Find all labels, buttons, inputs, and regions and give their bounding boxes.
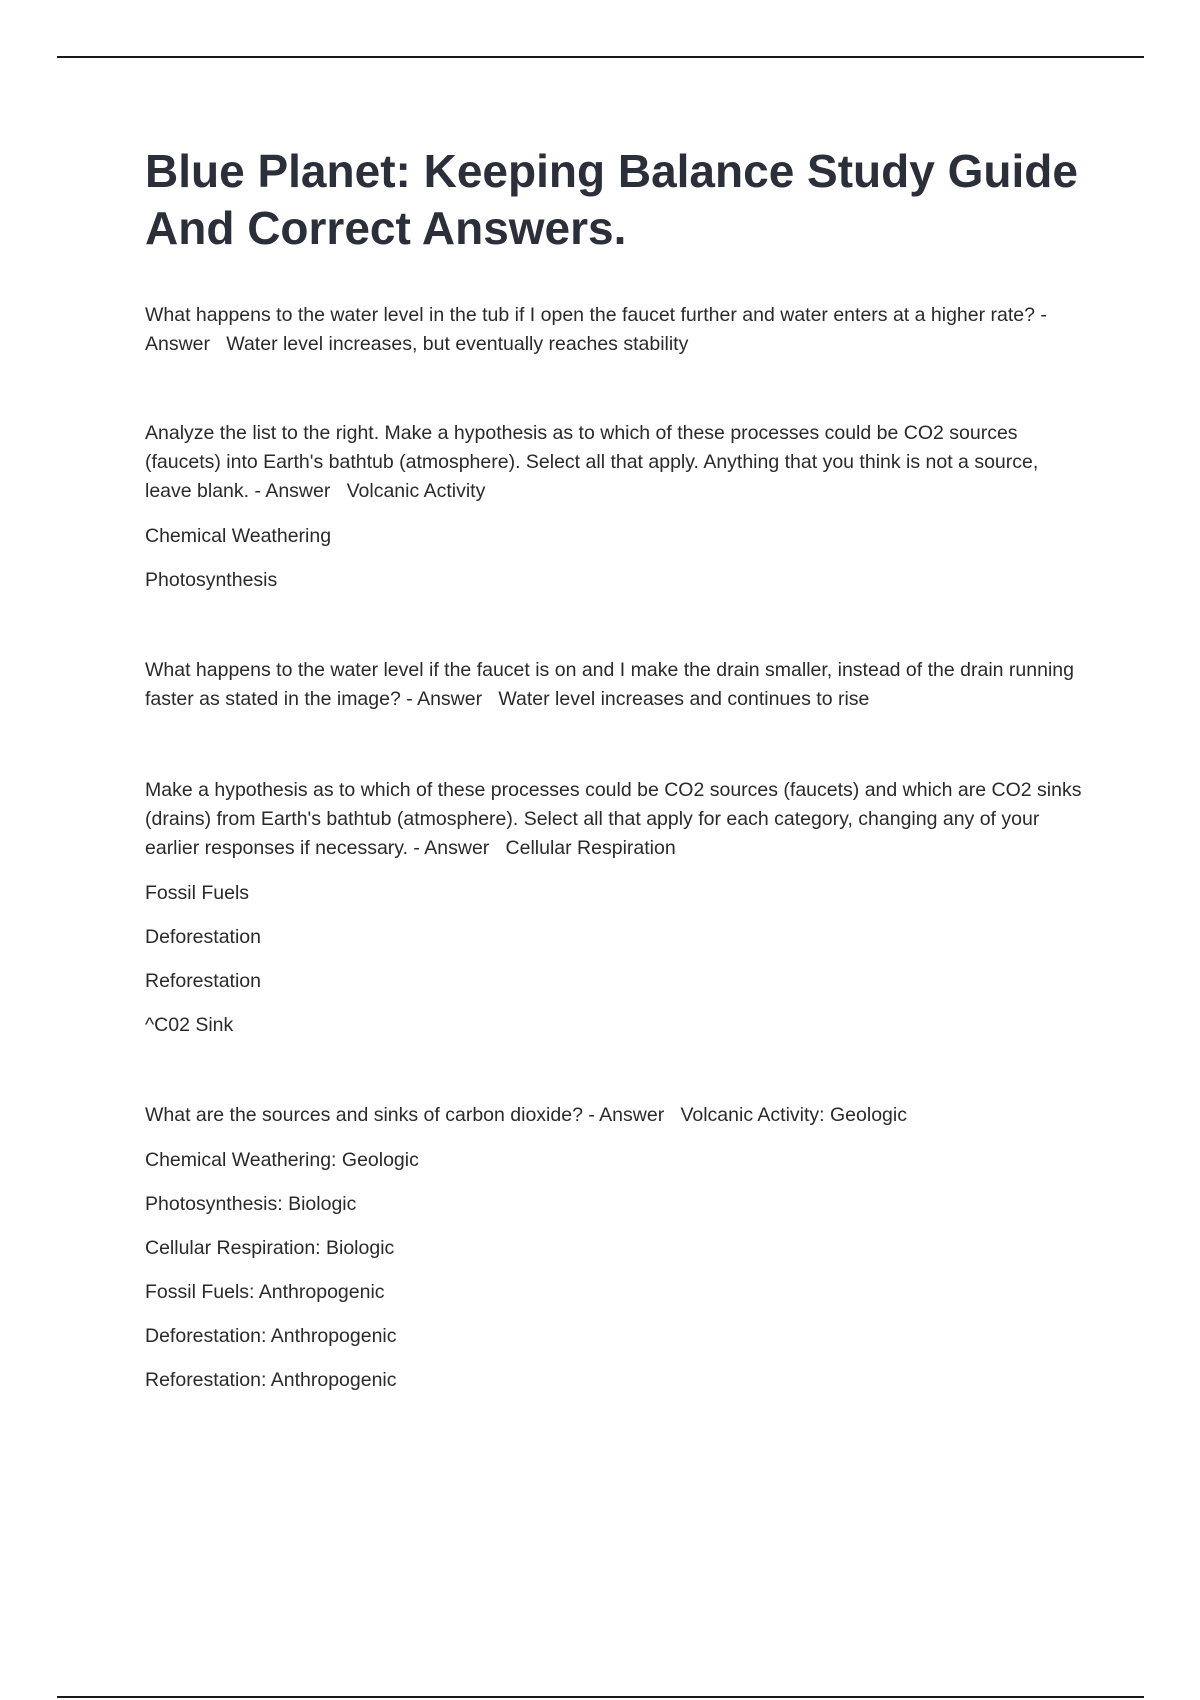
qa-item-1 [145, 301, 1090, 359]
answer-line: Photosynthesis: Biologic [145, 1193, 357, 1215]
answer-line: Fossil Fuels: Anthropogenic [145, 1281, 385, 1303]
qa-item-2 [145, 419, 1090, 594]
qa-item-3 [145, 656, 1090, 714]
answer-line: Chemical Weathering [145, 525, 332, 547]
answer-line: Photosynthesis [145, 569, 278, 591]
question-answer-text: What are the sources and sinks of carbon dioxide? - Answer Volcanic Activity: Geologic [145, 1104, 907, 1126]
question-answer-text: What happens to the water level in the tub if I open the faucet further and water enters at a higher rate? - Answer Water level increases, but eventually reaches stability [145, 304, 1052, 355]
question-answer-text: Make a hypothesis as to which of these processes could be CO2 sources (faucets) and which are CO2 sinks (drains) from Earth's bathtub (atmosphere). Select all that apply for each category, changing any of your earlier responses if necessary. - Answer Cellular Respiration [145, 779, 1087, 859]
question-answer-text: What happens to the water level if the faucet is on and I make the drain smaller, instead of the drain running faster as stated in the image? - Answer Water level increases and continues to rise [145, 659, 1080, 710]
answer-line: Reforestation: Anthropogenic [145, 1369, 397, 1391]
footer-rule [57, 1696, 1144, 1698]
answer-line: Cellular Respiration: Biologic [145, 1237, 395, 1259]
answer-line: Fossil Fuels [145, 882, 250, 904]
answer-line: Deforestation: Anthropogenic [145, 1325, 397, 1347]
document-title: Blue Planet: Keeping Balance Study Guide And Correct Answers. [145, 145, 1102, 254]
answer-line: Reforestation [145, 970, 261, 992]
qa-content [145, 301, 1090, 1456]
answer-line: ^C02 Sink [145, 1014, 234, 1036]
qa-item-4 [145, 776, 1090, 1039]
question-answer-text: Analyze the list to the right. Make a hypothesis as to which of these processes could be CO2 sources (faucets) into Earth's bathtub (atmosphere). Select all that apply. Anything that you think is not a source, leave blank. - Answer Volcanic Activity [145, 422, 1044, 502]
header-rule [57, 56, 1144, 58]
answer-line: Deforestation [145, 926, 261, 948]
qa-item-5 [145, 1101, 1090, 1394]
answer-line: Chemical Weathering: Geologic [145, 1149, 419, 1171]
